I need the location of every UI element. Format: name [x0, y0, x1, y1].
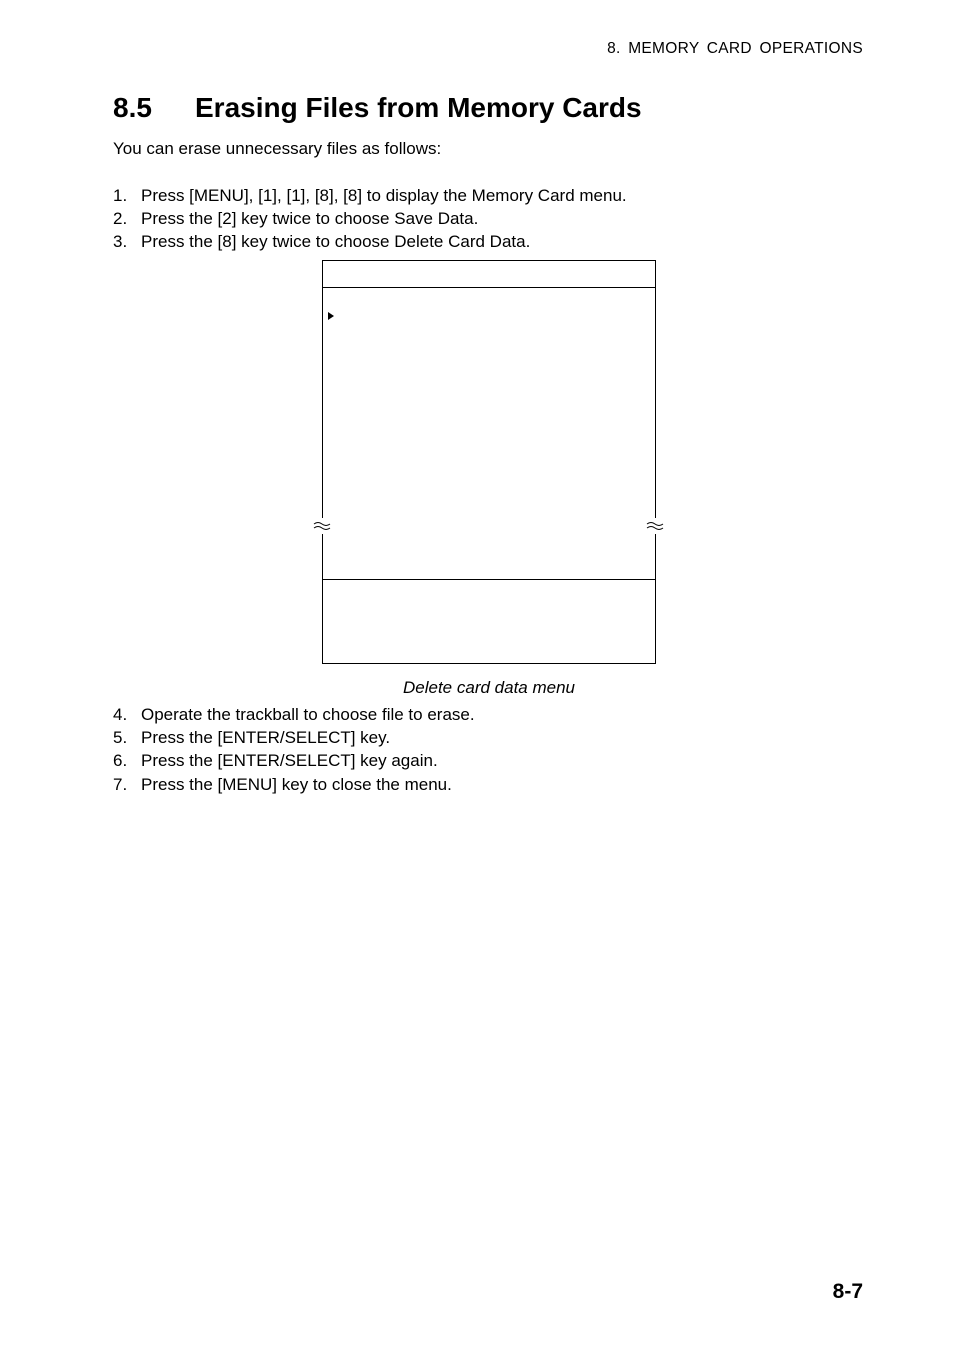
page-number: 8-7 — [832, 1280, 863, 1303]
step-item — [113, 726, 475, 749]
step-number: 6. — [113, 751, 128, 771]
step-text: Press the [8] key twice to choose Delete Card Data. — [141, 232, 531, 252]
delete-card-data-menu-figure — [322, 260, 656, 664]
step-number: 1. — [113, 186, 128, 205]
step-item — [113, 773, 475, 796]
section-title-text: Erasing Files from Memory Cards — [195, 92, 642, 123]
step-text: Press the [ENTER/SELECT] key again. — [141, 751, 438, 771]
step-number: 4. — [113, 705, 128, 724]
step-text: Press the [MENU] key to close the menu. — [141, 774, 452, 794]
step-number: 2. — [113, 209, 128, 229]
wavy-break-icon — [646, 518, 664, 534]
menu-footer-divider — [323, 579, 655, 580]
step-item — [113, 207, 627, 230]
step-text: Press the [ENTER/SELECT] key. — [141, 728, 391, 748]
step-number: 5. — [113, 728, 128, 748]
step-item — [113, 230, 627, 253]
section-title — [113, 92, 642, 124]
step-item — [113, 703, 475, 726]
step-number: 7. — [113, 774, 128, 794]
section-number: 8.5 — [113, 92, 152, 123]
step-item — [113, 184, 627, 207]
step-number: 3. — [113, 232, 128, 252]
procedure-steps-after — [113, 703, 475, 796]
step-text: Operate the trackball to choose file to erase. — [141, 705, 475, 724]
step-text: Press [MENU], [1], [1], [8], [8] to display the Memory Card menu. — [141, 186, 627, 205]
step-item — [113, 749, 475, 772]
step-text: Press the [2] key twice to choose Save Data. — [141, 209, 479, 229]
procedure-steps-before — [113, 184, 627, 254]
menu-header-divider — [323, 287, 655, 288]
triangle-right-icon — [328, 312, 334, 320]
running-header: 8. MEMORY CARD OPERATIONS — [607, 40, 863, 57]
wavy-break-icon — [313, 518, 331, 534]
intro-paragraph: You can erase unnecessary files as follows: — [113, 139, 442, 158]
figure-caption: Delete card data menu — [403, 678, 575, 697]
